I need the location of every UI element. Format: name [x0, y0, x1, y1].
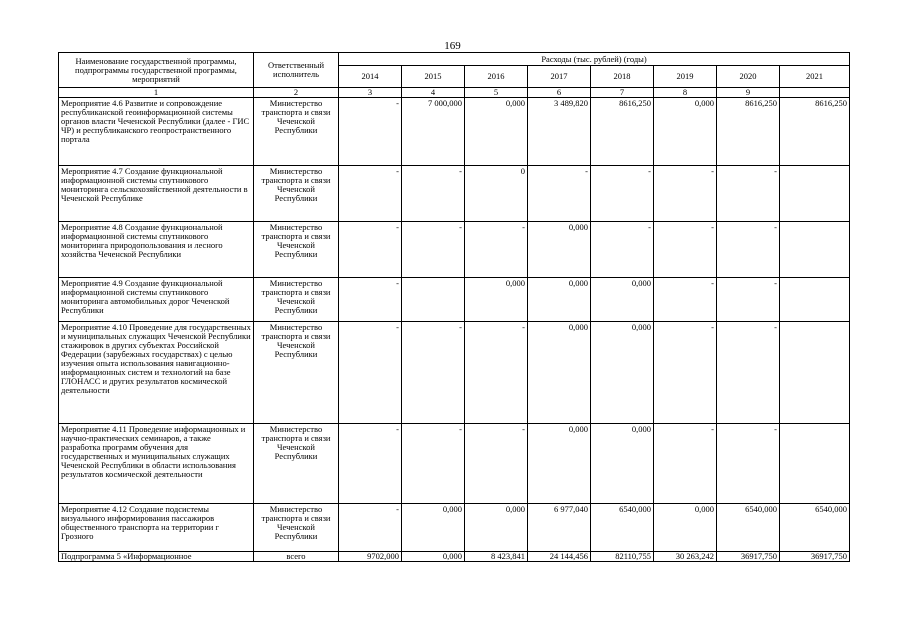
expense-value: 0: [465, 166, 528, 222]
expense-value: 0,000: [465, 278, 528, 322]
expense-value: 6 977,040: [528, 504, 591, 552]
header-year: 2019: [654, 66, 717, 88]
expense-value: 6540,000: [717, 504, 780, 552]
expense-value: 8616,250: [717, 98, 780, 166]
expense-value: 0,000: [528, 424, 591, 504]
expense-value: -: [339, 278, 402, 322]
responsible-executor: Министерство транспорта и связи Чеченской Республики: [254, 424, 339, 504]
expense-value: 0,000: [654, 98, 717, 166]
subprogram-total-value: 8 423,841: [465, 552, 528, 562]
event-name: Мероприятие 4.12 Создание подсистемы визуального информирования пассажиров общественного транспорта на территории г Грозного: [59, 504, 254, 552]
column-index: 2: [254, 88, 339, 98]
expense-value: 6540,000: [591, 504, 654, 552]
expense-value: -: [654, 322, 717, 424]
expense-value: 6540,000: [780, 504, 850, 552]
subprogram-total-value: 0,000: [402, 552, 465, 562]
expense-value: [780, 322, 850, 424]
expense-value: -: [654, 424, 717, 504]
expense-value: 0,000: [528, 222, 591, 278]
expense-value: -: [402, 322, 465, 424]
expense-value: 0,000: [591, 322, 654, 424]
expense-value: -: [465, 322, 528, 424]
header-year: 2014: [339, 66, 402, 88]
column-index: 6: [528, 88, 591, 98]
expense-value: -: [339, 322, 402, 424]
column-index: 1: [59, 88, 254, 98]
expense-value: -: [465, 424, 528, 504]
expense-value: -: [591, 222, 654, 278]
header-year: 2020: [717, 66, 780, 88]
header-year: 2018: [591, 66, 654, 88]
expense-value: 0,000: [528, 278, 591, 322]
subprogram-row: [59, 552, 850, 562]
column-index: 9: [717, 88, 780, 98]
expense-value: 0,000: [465, 504, 528, 552]
expense-value: 0,000: [591, 278, 654, 322]
subprogram-total-value: 24 144,456: [528, 552, 591, 562]
header-expenses: Расходы (тыс. рублей) (годы): [339, 53, 850, 66]
expense-value: 0,000: [402, 504, 465, 552]
expense-value: [780, 222, 850, 278]
event-name: Мероприятие 4.7 Создание функциональной информационной системы спутникового мониторинга сельскохозяйственной деятельности в Чеченской Республике: [59, 166, 254, 222]
expense-value: 8616,250: [780, 98, 850, 166]
expense-value: -: [465, 222, 528, 278]
header-year: 2021: [780, 66, 850, 88]
subprogram-name: Подпрограмма 5 «Информационное: [59, 552, 254, 562]
header-name: Наименование государственной программы, подпрограммы государственной программы, мероприятий: [59, 53, 254, 88]
subprogram-total-value: 9702,000: [339, 552, 402, 562]
expense-value: -: [339, 166, 402, 222]
expense-value: -: [339, 222, 402, 278]
expense-value: 0,000: [654, 504, 717, 552]
table-row: [59, 278, 850, 322]
expense-value: [780, 278, 850, 322]
event-name: Мероприятие 4.8 Создание функциональной информационной системы спутникового мониторинга природопользования и лесного хозяйства Чеченской Республики: [59, 222, 254, 278]
table-row: [59, 322, 850, 424]
expense-value: [780, 166, 850, 222]
expense-value: -: [591, 166, 654, 222]
column-index: 5: [465, 88, 528, 98]
expense-value: -: [717, 278, 780, 322]
column-index: 3: [339, 88, 402, 98]
expense-value: -: [402, 424, 465, 504]
expense-value: -: [654, 166, 717, 222]
event-name: Мероприятие 4.10 Проведение для государственных и муниципальных служащих Чеченской Республики стажировок в других субъектах Российской Федерации (зарубежных государствах) с целью изучения опыта использования навигационно-информационных систем и технологий на базе ГЛОНАСС и других результатов космической деятельности: [59, 322, 254, 424]
responsible-executor: Министерство транспорта и связи Чеченской Республики: [254, 504, 339, 552]
expense-value: -: [339, 98, 402, 166]
subprogram-total-value: 36917,750: [780, 552, 850, 562]
column-index: [780, 88, 850, 98]
table-row: [59, 98, 850, 166]
expense-value: 0,000: [465, 98, 528, 166]
expenses-table: [58, 52, 850, 562]
event-name: Мероприятие 4.11 Проведение информационных и научно-практических семинаров, а также разработка программ обучения для государственных и муниципальных служащих Чеченской Республики в области использования результатов космической деятельности: [59, 424, 254, 504]
responsible-executor: Министерство транспорта и связи Чеченской Республики: [254, 222, 339, 278]
responsible-executor: Министерство транспорта и связи Чеченской Республики: [254, 322, 339, 424]
expense-value: -: [402, 166, 465, 222]
column-index: 7: [591, 88, 654, 98]
expense-value: -: [717, 424, 780, 504]
expense-value: -: [717, 222, 780, 278]
event-name: Мероприятие 4.9 Создание функциональной информационной системы спутникового мониторинга автомобильных дорог Чеченской Республики: [59, 278, 254, 322]
header-responsible: Ответственный исполнитель: [254, 53, 339, 88]
expense-value: -: [717, 322, 780, 424]
expense-value: [402, 278, 465, 322]
expense-value: -: [654, 222, 717, 278]
header-year: 2016: [465, 66, 528, 88]
table-row: [59, 222, 850, 278]
expense-value: -: [717, 166, 780, 222]
expense-value: -: [339, 504, 402, 552]
header-year: 2017: [528, 66, 591, 88]
header-year: 2015: [402, 66, 465, 88]
page-number: 169: [444, 40, 461, 52]
table-row: [59, 504, 850, 552]
table-row: [59, 424, 850, 504]
expense-value: 0,000: [591, 424, 654, 504]
table-row: [59, 166, 850, 222]
column-index: 8: [654, 88, 717, 98]
event-name: Мероприятие 4.6 Развитие и сопровождение республиканской геоинформационной системы органов власти Чеченской Республики (далее - ГИС ЧР) и республиканского геопространственного портала: [59, 98, 254, 166]
subprogram-total-value: 82110,755: [591, 552, 654, 562]
expense-value: 8616,250: [591, 98, 654, 166]
expense-value: 7 000,000: [402, 98, 465, 166]
expense-value: [780, 424, 850, 504]
expense-value: 3 489,820: [528, 98, 591, 166]
responsible-executor: Министерство транспорта и связи Чеченской Республики: [254, 98, 339, 166]
column-index: 4: [402, 88, 465, 98]
responsible-executor: Министерство транспорта и связи Чеченской Республики: [254, 166, 339, 222]
subprogram-total-label: всего: [254, 552, 339, 562]
responsible-executor: Министерство транспорта и связи Чеченской Республики: [254, 278, 339, 322]
expense-value: -: [654, 278, 717, 322]
expense-value: -: [402, 222, 465, 278]
subprogram-total-value: 30 263,242: [654, 552, 717, 562]
expense-value: 0,000: [528, 322, 591, 424]
expense-value: -: [528, 166, 591, 222]
expense-value: -: [339, 424, 402, 504]
subprogram-total-value: 36917,750: [717, 552, 780, 562]
